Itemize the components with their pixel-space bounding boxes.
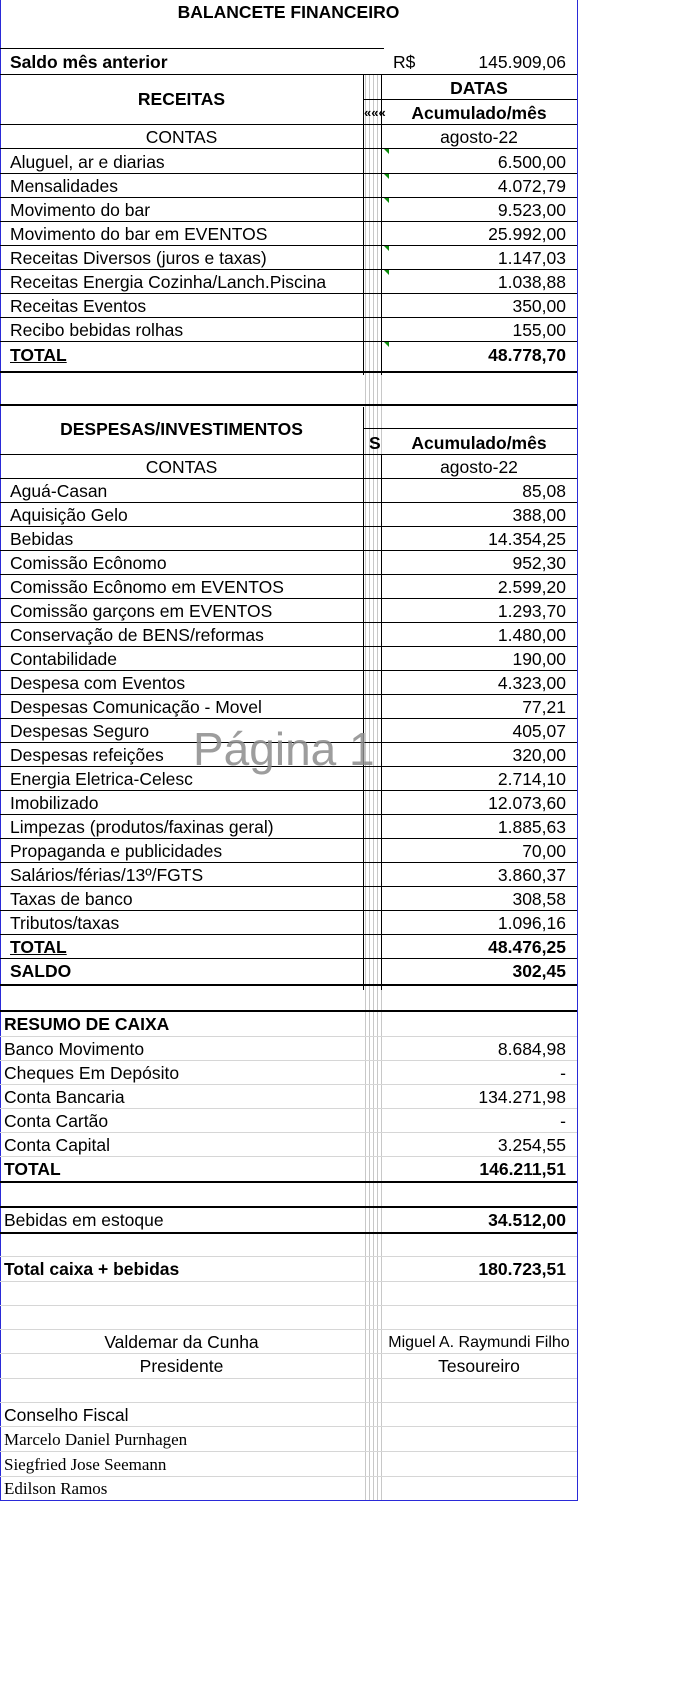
despesa-value: 3.860,37	[497, 865, 566, 885]
divider	[0, 984, 577, 986]
despesa-value: 12.073,60	[488, 793, 566, 813]
receitas-contas-label: CONTAS	[145, 127, 218, 147]
resumo-label: Conta Bancaria	[4, 1087, 125, 1107]
despesa-label: Despesas Comunicação - Movel	[10, 697, 262, 717]
row-divider	[0, 1060, 577, 1061]
row-divider	[0, 1156, 577, 1157]
despesa-value: 952,30	[512, 553, 566, 573]
row-divider	[0, 670, 577, 671]
president-name: Valdemar da Cunha	[104, 1332, 259, 1352]
sheet-title: BALANCETE FINANCEIRO	[177, 2, 400, 22]
divider	[0, 1206, 577, 1208]
row-divider	[0, 1108, 577, 1109]
conselho-member: Marcelo Daniel Purnhagen	[4, 1430, 188, 1449]
receita-label: Movimento do bar	[10, 200, 151, 220]
receita-value: 6.500,00	[497, 152, 566, 172]
receitas-total-value: 48.778,70	[488, 345, 566, 365]
divider	[0, 371, 577, 373]
despesa-value: 2.714,10	[497, 769, 566, 789]
row-divider	[0, 646, 577, 647]
page-watermark: Página 1	[193, 723, 375, 775]
despesas-contas-label: CONTAS	[145, 457, 218, 477]
treasurer-role: Tesoureiro	[438, 1356, 520, 1376]
saldo-anterior-value: 145.909,06	[478, 52, 566, 72]
despesa-label: Taxas de banco	[10, 889, 133, 909]
divider	[363, 99, 577, 100]
divider	[0, 74, 577, 75]
receita-value: 4.072,79	[497, 176, 566, 196]
resumo-total-label: TOTAL	[4, 1159, 61, 1179]
row-divider	[0, 1451, 577, 1452]
receita-label: Receitas Energia Cozinha/Lanch.Piscina	[10, 272, 327, 292]
despesa-value: 14.354,25	[488, 529, 566, 549]
president-role: Presidente	[139, 1356, 224, 1376]
despesa-value: 405,07	[512, 721, 566, 741]
resumo-value: 134.271,98	[478, 1087, 566, 1107]
resumo-value: -	[560, 1063, 566, 1083]
row-divider	[0, 1084, 577, 1085]
divider	[0, 404, 577, 406]
grid-col-line	[373, 75, 374, 1500]
receita-label: Mensalidades	[10, 176, 118, 196]
despesa-value: 388,00	[512, 505, 566, 525]
datas-label: DATAS	[450, 78, 508, 98]
receitas-acumulado-label: Acumulado/mês	[411, 103, 547, 123]
resumo-heading: RESUMO DE CAIXA	[4, 1014, 170, 1034]
despesa-label: Aguá-Casan	[10, 481, 108, 501]
despesas-total-value: 48.476,25	[488, 937, 566, 957]
despesa-value: 1.293,70	[497, 601, 566, 621]
row-divider	[0, 1132, 577, 1133]
resumo-value: 3.254,55	[497, 1135, 566, 1155]
grid-col-line	[365, 75, 366, 1500]
total-caixa-value: 180.723,51	[478, 1259, 566, 1279]
treasurer-name: Miguel A. Raymundi Filho	[388, 1334, 570, 1351]
saldo-anterior-label: Saldo mês anterior	[10, 52, 168, 72]
despesa-label: Despesa com Eventos	[10, 673, 186, 693]
divider	[363, 428, 577, 429]
conselho-label: Conselho Fiscal	[4, 1405, 129, 1425]
despesa-label: Despesas refeições	[10, 745, 164, 765]
note-marker	[384, 174, 389, 179]
despesa-value: 85,08	[522, 481, 566, 501]
row-divider	[0, 341, 577, 342]
despesas-period: agosto-22	[440, 457, 518, 477]
row-divider	[0, 718, 577, 719]
despesa-label: Energia Eletrica-Celesc	[10, 769, 193, 789]
row-divider	[0, 910, 577, 911]
row-divider	[0, 173, 577, 174]
receita-label: Receitas Diversos (juros e taxas)	[10, 248, 267, 268]
row-divider	[0, 1426, 577, 1427]
receita-label: Movimento do bar em EVENTOS	[10, 224, 268, 244]
row-divider	[0, 1402, 577, 1403]
receita-value: 9.523,00	[497, 200, 566, 220]
resumo-label: Cheques Em Depósito	[4, 1063, 180, 1083]
despesa-label: Propaganda e publicidades	[10, 841, 223, 861]
row-divider	[0, 886, 577, 887]
conselho-member: Edilson Ramos	[4, 1479, 108, 1498]
row-divider	[0, 1256, 577, 1257]
receita-value: 1.147,03	[497, 248, 566, 268]
divider	[0, 478, 577, 479]
resumo-value: -	[560, 1111, 566, 1131]
despesa-label: Bebidas	[10, 529, 74, 549]
row-divider	[0, 838, 577, 839]
despesa-label: Salários/férias/13º/FGTS	[10, 865, 204, 885]
conselho-member: Siegfried Jose Seemann	[4, 1455, 167, 1474]
bebidas-estoque-label: Bebidas em estoque	[4, 1210, 164, 1230]
row-divider	[0, 1476, 577, 1477]
despesa-value: 2.599,20	[497, 577, 566, 597]
receita-value: 155,00	[512, 320, 566, 340]
despesa-value: 1.096,16	[497, 913, 566, 933]
note-marker	[384, 149, 389, 154]
despesa-label: Conservação de BENS/reformas	[10, 625, 264, 645]
despesas-acumulado-label: Acumulado/mês	[411, 433, 547, 453]
despesa-label: Contabilidade	[10, 649, 118, 669]
row-divider	[0, 293, 577, 294]
bebidas-estoque-value: 34.512,00	[488, 1210, 566, 1230]
note-marker	[384, 342, 389, 347]
row-divider	[0, 550, 577, 551]
row-divider	[0, 574, 577, 575]
row-divider	[0, 814, 577, 815]
divider	[0, 1010, 577, 1012]
row-divider	[0, 694, 577, 695]
despesa-label: Imobilizado	[10, 793, 99, 813]
row-divider	[0, 197, 577, 198]
row-divider	[0, 622, 577, 623]
divider	[0, 1181, 577, 1183]
despesa-value: 77,21	[522, 697, 566, 717]
divider	[0, 48, 384, 49]
despesa-value: 1.480,00	[497, 625, 566, 645]
row-divider	[0, 1353, 577, 1354]
despesa-label: Comissão Ecônomo	[10, 553, 167, 573]
row-divider	[0, 221, 577, 222]
despesa-value: 320,00	[512, 745, 566, 765]
despesa-label: Tributos/taxas	[10, 913, 120, 933]
divider	[0, 124, 577, 125]
row-divider	[0, 1329, 577, 1330]
despesa-value: 70,00	[522, 841, 566, 861]
despesa-value: 190,00	[512, 649, 566, 669]
row-divider	[0, 269, 577, 270]
despesa-value: 1.885,63	[497, 817, 566, 837]
total-caixa-label: Total caixa + bebidas	[4, 1259, 180, 1279]
row-divider	[0, 1305, 577, 1306]
despesa-label: Aquisição Gelo	[10, 505, 128, 525]
row-divider	[0, 317, 577, 318]
despesa-label: Limpezas (produtos/faxinas geral)	[10, 817, 274, 837]
resumo-label: Conta Cartão	[4, 1111, 109, 1131]
divider	[0, 454, 577, 455]
receita-label: Receitas Eventos	[10, 296, 147, 316]
row-divider	[0, 598, 577, 599]
despesas-total-label: TOTAL	[10, 937, 67, 957]
receitas-heading: RECEITAS	[137, 89, 226, 109]
row-divider	[0, 958, 577, 959]
despesas-heading: DESPESAS/INVESTIMENTOS	[60, 419, 303, 439]
receita-value: 1.038,88	[497, 272, 566, 292]
row-divider	[0, 1378, 577, 1379]
row-divider	[0, 245, 577, 246]
row-divider	[0, 526, 577, 527]
despesa-label: Comissão garçons em EVENTOS	[10, 601, 273, 621]
note-marker	[384, 198, 389, 203]
note-marker	[384, 246, 389, 251]
row-divider	[0, 790, 577, 791]
receitas-marks: «««	[364, 105, 386, 120]
row-divider	[0, 502, 577, 503]
resumo-total-value: 146.211,51	[479, 1159, 566, 1179]
row-divider	[0, 862, 577, 863]
resumo-label: Conta Capital	[4, 1135, 111, 1155]
receitas-total-label: TOTAL	[10, 345, 67, 365]
receita-value: 350,00	[512, 296, 566, 316]
row-divider	[0, 1036, 577, 1037]
despesas-s-mark: S	[369, 433, 381, 453]
divider	[0, 1232, 577, 1234]
despesa-value: 308,58	[512, 889, 566, 909]
resumo-label: Banco Movimento	[4, 1039, 145, 1059]
row-divider	[0, 934, 577, 935]
saldo-value: 302,45	[512, 961, 566, 981]
saldo-label: SALDO	[10, 961, 72, 981]
receita-label: Recibo bebidas rolhas	[10, 320, 184, 340]
despesa-label: Despesas Seguro	[10, 721, 150, 741]
resumo-value: 8.684,98	[497, 1039, 566, 1059]
receita-value: 25.992,00	[488, 224, 566, 244]
receitas-period: agosto-22	[440, 127, 518, 147]
grid-col-line	[369, 75, 370, 1500]
note-marker	[384, 270, 389, 275]
row-divider	[0, 1281, 577, 1282]
despesa-value: 4.323,00	[497, 673, 566, 693]
receita-label: Aluguel, ar e diarias	[10, 152, 165, 172]
despesa-label: Comissão Ecônomo em EVENTOS	[10, 577, 284, 597]
despesas-column-border	[363, 407, 364, 990]
grid-col-line	[377, 75, 378, 1500]
saldo-anterior-currency: R$	[393, 52, 416, 72]
divider	[0, 148, 577, 149]
